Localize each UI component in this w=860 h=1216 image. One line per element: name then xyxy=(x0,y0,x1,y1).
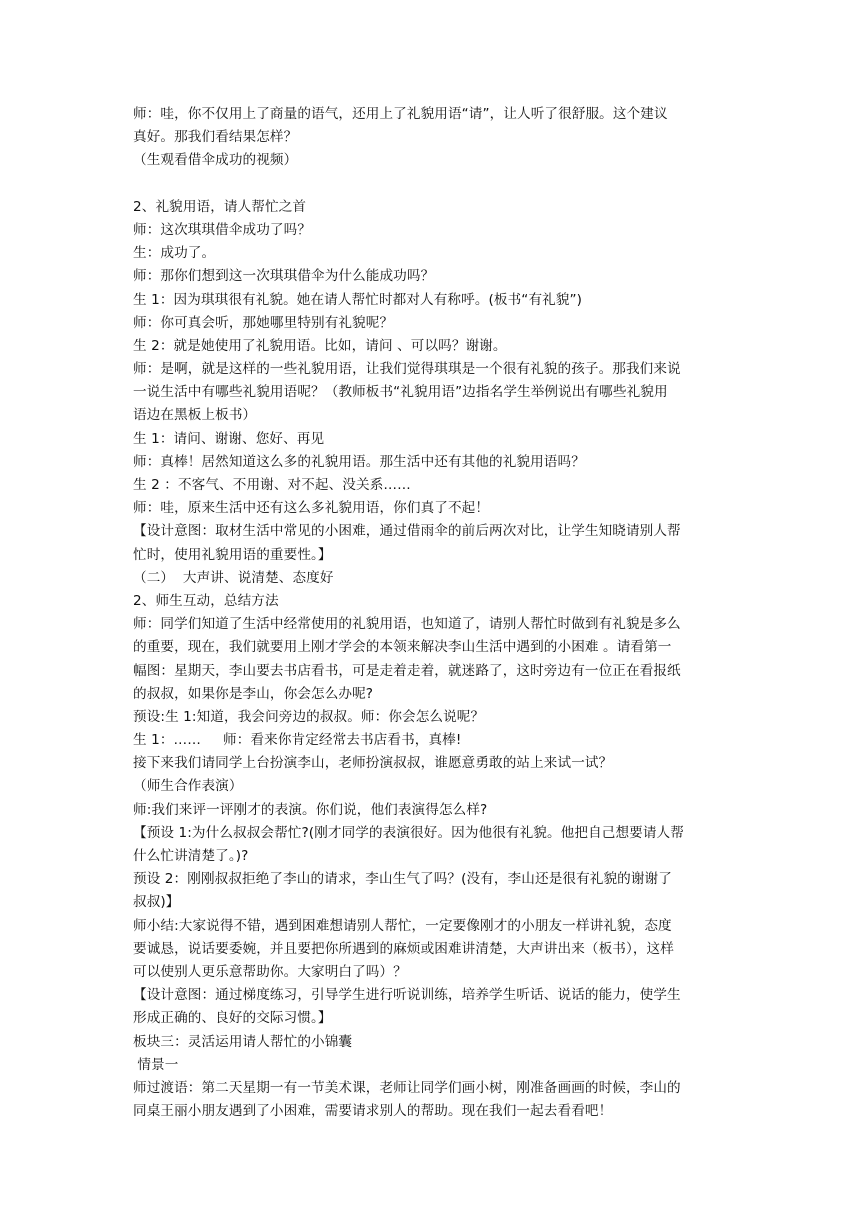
text-line: 师：真棒！居然知道这么多的礼貌用语。那生活中还有其他的礼貌用语吗？ xyxy=(133,453,585,470)
text-line: 师：哇，原来生活中还有这么多礼貌用语，你们真了不起！ xyxy=(133,500,490,517)
blank-line xyxy=(133,173,729,196)
text-line: 预设 2：刚刚叔叔拒绝了李山的请求，李山生气了吗？(没有，李山还是很有礼貌的谢谢了 xyxy=(133,871,672,888)
text-line: 师:我们来评一评刚才的表演。你们说，他们表演得怎么样? xyxy=(133,801,488,818)
text-line: 师：哇，你不仅用上了商量的语气，还用上了礼貌用语“请”，让人听了很舒服。这个建议 xyxy=(133,106,668,122)
text-line: 【预设 1:为什么叔叔会帮忙?(刚才同学的表演很好。因为他很有礼貌。他把自己想要请人帮 xyxy=(133,824,684,841)
section-heading: 2、师生互动，总结方法 xyxy=(133,592,279,609)
text-line: （生观看借伞成功的视频） xyxy=(133,152,298,169)
text-line: 师：是啊，就是这样的一些礼貌用语，让我们觉得琪琪是一个很有礼貌的孩子。那我们来说 xyxy=(133,361,681,378)
text-line: 生：成功了。 xyxy=(133,245,216,262)
text-line: 真好。那我们看结果怎样？ xyxy=(133,129,298,146)
text-line: 师过渡语：第二天星期一有一节美术课，老师让同学们画小树，刚准备画画的时候，李山的 xyxy=(133,1079,681,1096)
section-heading: 板块三：灵活运用请人帮忙的小锦囊 xyxy=(133,1033,353,1050)
text-line: 师：你可真会听，那她哪里特别有礼貌呢？ xyxy=(133,314,394,331)
text-line: 生 1：请问、谢谢、您好、再见 xyxy=(133,430,325,447)
text-line: 的叔叔，如果你是李山，你会怎么办呢? xyxy=(133,685,374,702)
text-line: 一说生活中有哪些礼貌用语呢？（教师板书“礼貌用语”边指名学生举例说出有哪些礼貌用 xyxy=(133,384,668,401)
text-line: 师：同学们知道了生活中经常使用的礼貌用语，也知道了，请别人帮忙时做到有礼貌是多么 xyxy=(133,616,681,633)
text-line: 生 1：因为琪琪很有礼貌。她在请人帮忙时都对人有称呼。(板书“有礼貌”) xyxy=(133,291,583,308)
text-line: 生 2：就是她使用了礼貌用语。比如，请问 、可以吗？谢谢。 xyxy=(133,337,507,354)
text-line: 叔叔)】 xyxy=(133,894,180,911)
design-intent-note: 形成正确的、良好的交际习惯。】 xyxy=(133,1010,332,1027)
text-line: 师小结:大家说得不错，遇到困难想请别人帮忙，一定要像刚才的小朋友一样讲礼貌，态度 xyxy=(133,917,672,934)
text-line: 师：那你们想到这一次琪琪借伞为什么能成功吗？ xyxy=(133,268,435,285)
text-line: 可以使别人更乐意帮助你。大家明白了吗）？ xyxy=(133,963,407,980)
text-line: 同桌王丽小朋友遇到了小困难，需要请求别人的帮助。现在我们一起去看看吧！ xyxy=(133,1103,613,1120)
text-line: 要诚恳，说话要委婉，并且要把你所遇到的麻烦或困难讲清楚，大声讲出来（板书），这样 xyxy=(133,940,674,957)
design-intent-note: 【设计意图：取材生活中常见的小困难，通过借雨伞的前后两次对比，让学生知晓请别人帮 xyxy=(133,523,681,540)
design-intent-note: 忙时，使用礼貌用语的重要性。】 xyxy=(133,546,332,563)
text-line: 幅图：星期天，李山要去书店看书，可是走着走着，就迷路了，这时旁边有一位正在看报纸 xyxy=(133,662,681,679)
text-line: 师：这次琪琪借伞成功了吗？ xyxy=(133,221,312,238)
document-body xyxy=(133,103,729,1123)
design-intent-note: 【设计意图：通过梯度练习，引导学生进行听说训练，培养学生听话、说话的能力，使学生 xyxy=(133,987,681,1004)
text-line: 接下来我们请同学上台扮演李山，老师扮演叔叔，谁愿意勇敢的站上来试一试？ xyxy=(133,755,613,772)
text-line: 生 2 ：不客气、不用谢、对不起、没关系…… xyxy=(133,477,411,493)
text-line: 的重要，现在，我们就要用上刚才学会的本领来解决李山生活中遇到的小困难 。请看第一 xyxy=(133,639,672,656)
text-line: 什么忙讲清楚了。)? xyxy=(133,848,249,864)
section-heading: （二） 大声讲、说清楚、态度好 xyxy=(133,569,334,586)
text-line: 预设:生 1:知道，我会问旁边的叔叔。师：你会怎么说呢？ xyxy=(133,708,485,725)
text-line: （师生合作表演） xyxy=(133,778,243,795)
text-line: 生 1：…… 师：看来你肯定经常去书店看书，真棒! xyxy=(133,732,462,749)
section-heading: 2、礼貌用语，请人帮忙之首 xyxy=(133,198,307,215)
section-heading: 情景一 xyxy=(133,1056,179,1073)
text-line: 语边在黑板上板书） xyxy=(133,407,257,424)
